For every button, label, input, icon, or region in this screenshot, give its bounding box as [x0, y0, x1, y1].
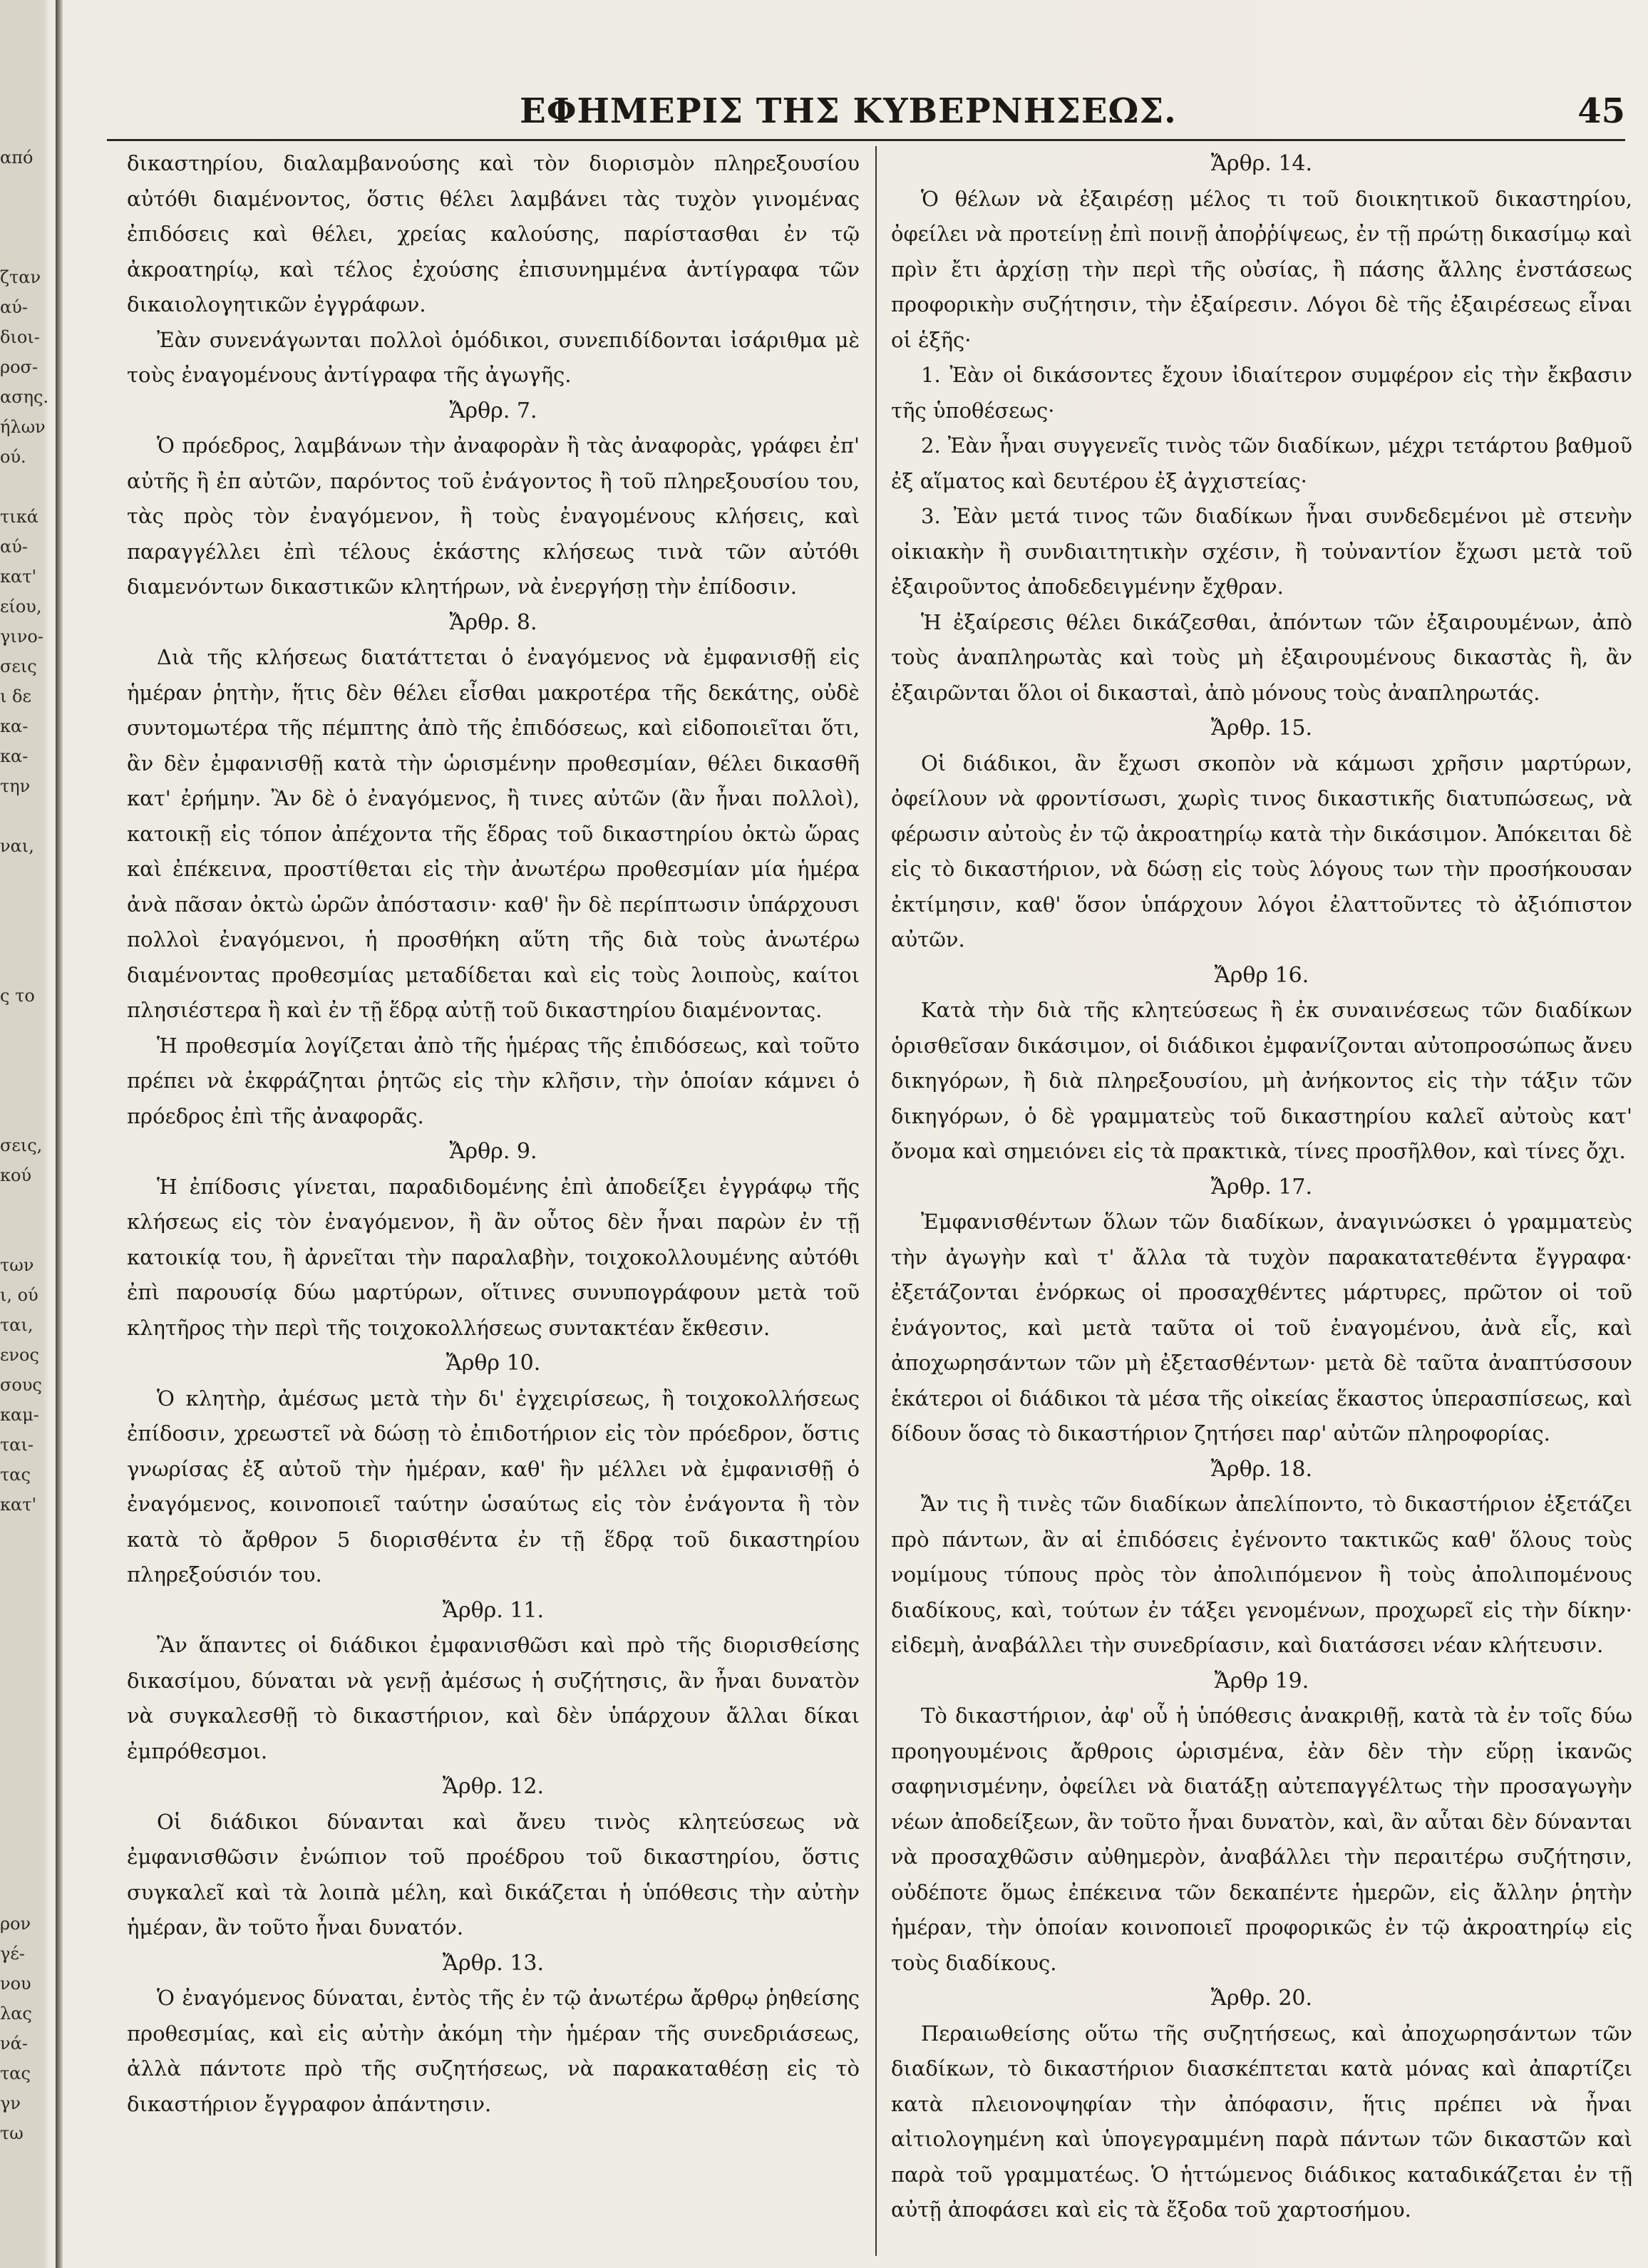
gutter-fragment [0, 202, 51, 232]
gutter-fragment: των [0, 1255, 34, 1275]
paragraph: Περαιωθείσης οὕτω τῆς συζητήσεως, καὶ ἀποχωρησάντων τῶν διαδίκων, τὸ δικαστήριον διασκέπτεται κατὰ μόνας καὶ ἀπαρτίζει κατὰ πλειονοψηφίαν τὴν ἀπόφασιν, ἥτις πρέπει νὰ ἦναι αἰτιολογημένη καὶ ὑπογεγραμμένη παρὰ πάντων τῶν δικαστῶν καὶ παρὰ τοῦ γραμματέως. Ὁ ἡττώμενος διάδικος καταδικάζεται ἐν τῇ αὐτῇ ἀποφάσει καὶ εἰς τὰ ἔξοδα τοῦ χαρτοσήμου. [891, 2021, 1632, 2222]
gutter-fragment: αύ- [0, 297, 28, 317]
header-rule [107, 139, 1625, 141]
gutter-fragment [0, 801, 51, 831]
article-heading: Ἄρθρ. 8. [449, 609, 537, 635]
gutter-fragment [0, 172, 51, 202]
gutter-fragment: ι δε [0, 686, 31, 706]
gutter-fragment [0, 1071, 51, 1101]
gutter-fragment: ι, ού [0, 1285, 38, 1305]
running-title: ΕΦΗΜΕΡΙΣ ΤΗΣ ΚΥΒΕΡΝΗΣΕΩΣ. [520, 91, 1177, 131]
gutter-fragment: από [0, 148, 34, 167]
paragraph: Οἱ διάδικοι δύνανται καὶ ἄνευ τινὸς κλητεύσεως νὰ ἐμφανισθῶσιν ἐνώπιον τοῦ προέδρου τοῦ δικαστηρίου, ὅστις συγκαλεῖ καὶ τὰ λοιπὰ μέλη, καὶ δικάζεται ἡ ὑπόθεσις τὴν αὐτὴν ἡμέραν, ἂν τοῦτο ἦναι δυνατόν. [127, 1809, 860, 1939]
gutter-fragment: νά- [0, 2034, 28, 2053]
gutter-fragment: κα- [0, 746, 29, 766]
gutter-fragment: γέ- [0, 1944, 25, 1964]
gutter-fragment [0, 1669, 51, 1699]
gutter-fragment: λας [0, 2004, 32, 2024]
gutter-fragment: ται, [0, 1315, 34, 1335]
gutter-fragment: διοι- [0, 327, 40, 347]
gutter-fragment: καμ- [0, 1405, 39, 1425]
paragraph: Ἡ προθεσμία λογίζεται ἀπὸ τῆς ἡμέρας τῆς ἐπιδόσεως, καὶ τοῦτο πρέπει νὰ ἐκφράζηται ῥητῶς εἰς τὴν κλῆσιν, τὴν ὁποίαν κάμνει ὁ πρόεδρος ἐπὶ τῆς ἀναφορᾶς. [127, 1033, 860, 1128]
gutter-fragment: αύ- [0, 537, 28, 557]
gutter-fragment: κού [0, 1165, 32, 1185]
gutter-fragment: σους [0, 1375, 42, 1395]
gutter-fragment [0, 1849, 51, 1879]
article-heading: Ἄρθρ 19. [1214, 1668, 1309, 1694]
gutter-fragment [0, 1699, 51, 1729]
gutter-fragment [0, 1729, 51, 1759]
gutter-fragment [0, 861, 51, 891]
page-fold [56, 0, 63, 2268]
right-column [891, 146, 1632, 2228]
gutter-fragment: κατ' [0, 567, 37, 587]
paragraph: Ἐὰν συνενάγωνται πολλοὶ ὁμόδικοι, συνεπιδίδονται ἰσάριθμα μὲ τοὺς ἐναγομένους ἀντίγραφα τῆς ἀγωγῆς. [127, 327, 860, 387]
gutter-fragment [0, 232, 51, 262]
gutter-fragment: τω [0, 2123, 24, 2143]
article-heading: Ἄρθρ 16. [1214, 962, 1309, 988]
gutter-fragment: ζταν [0, 267, 41, 287]
gutter-fragment: ενος [0, 1345, 39, 1365]
gutter-fragment: τικά [0, 507, 38, 527]
gutter-fragment [0, 1011, 51, 1041]
gutter-fragment [0, 1579, 51, 1609]
gutter-fragment: ναι, [0, 836, 34, 856]
gutter-fragment: σεις, [0, 1135, 43, 1155]
paragraph: Ἄν τις ἢ τινὲς τῶν διαδίκων ἀπελίποντο, τὸ δικαστήριον ἐξετάζει πρὸ πάντων, ἂν αἱ ἐπιδόσεις ἐγένοντο τακτικῶς καθ' ὅλους τοὺς νομίμους τύπους πρὸς τὸν ἀπολιπόμενον ἢ τοὺς ἀπολιπομένους διαδίκους, καὶ, τούτων ἐν τάξει γενομένων, προχωρεῖ εἰς τὴν δίκην· εἰδεμὴ, ἀναβάλλει τὴν συνεδρίασιν, καὶ διατάσσει νέαν κλήτευσιν. [891, 1492, 1632, 1657]
left-column [127, 146, 860, 2122]
gutter-fragment [0, 1520, 51, 1550]
paragraph: Κατὰ τὴν διὰ τῆς κλητεύσεως ἢ ἐκ συναινέσεως τῶν διαδίκων ὁρισθεῖσαν δικάσιμον, οἱ διάδικοι ἐμφανίζονται αὐτοπροσώπως ἄνευ δικηγόρων, ἢ διὰ πληρεξουσίου, μὴ ἀνήκοντος εἰς τὴν τάξιν τῶν δικηγόρων, ὁ δὲ γραμματεὺς τοῦ δικαστηρίου καλεῖ αὐτοὺς κατ' ὄνομα καὶ σημειόνει εἰς τὰ πρακτικὰ, τίνες προσῆλθον, καὶ τίνες ὄχι. [891, 998, 1632, 1163]
paragraph: Οἱ διάδικοι, ἂν ἔχωσι σκοπὸν νὰ κάμωσι χρῆσιν μαρτύρων, ὀφείλουν νὰ φροντίσωσι, χωρὶς τινος δικαστικῆς διατυπώσεως, νὰ φέρωσιν αὐτοὺς ἐν τῷ ἀκροατηρίῳ κατὰ τὴν δικάσιμον. Ἀπόκειται δὲ εἰς τὸ δικαστήριον, νὰ δώσῃ εἰς τοὺς λόγους των τὴν προσήκουσαν ἐκτίμησιν, καθ' ὅσον ὑπάρχουν λόγοι ἐλαττοῦντες τὸ ἀξιόπιστον αὐτῶν. [891, 751, 1632, 952]
gutter-fragment [0, 472, 51, 502]
gutter-fragment: είου, [0, 597, 42, 617]
gutter-fragment: νου [0, 1974, 31, 1994]
paragraph: Ὁ πρόεδρος, λαμβάνων τὴν ἀναφορὰν ἢ τὰς ἀναφορὰς, γράφει ἐπ' αὐτῆς ἢ ἐπ αὐτῶν, παρόντος τοῦ ἐνάγοντος ἢ τοῦ πληρεξουσίου του, τὰς πρὸς τὸν ἐναγόμενον, ἢ τοὺς ἐναγομένους κλήσεις, καὶ παραγγέλλει ἐπὶ τέλους ἑκάστης κλήσεως τινὰ τῶν αὐτόθι διαμενόντων δικαστικῶν κλητήρων, νὰ ἐνεργήσῃ τὴν ἐπίδοσιν. [127, 433, 860, 599]
gutter-fragment: γινο- [0, 627, 43, 646]
page-number: 45 [1577, 91, 1625, 131]
gutter-fragment: ασης. [0, 387, 49, 407]
article-heading: Ἄρθρ. 17. [1210, 1174, 1313, 1200]
gutter-fragment: ς το [0, 986, 35, 1006]
column-divider [875, 146, 877, 2256]
gutter-fragment: κατ' [0, 1495, 37, 1515]
gutter-fragment [0, 1789, 51, 1819]
paragraph: Ἡ ἐπίδοσις γίνεται, παραδιδομένης ἐπὶ ἀποδείξει ἐγγράφῳ τῆς κλήσεως εἰς τὸν ἐναγόμενον, ἢ ἂν οὗτος δὲν ἦναι παρὼν ἐν τῇ κατοικίᾳ του, ἢ ἀρνεῖται τὴν παραλαβὴν, τοιχοκολλουμένης αὐτόθι ἐπὶ παρουσίᾳ δύω μαρτύρων, οἵτινες συνυπογράφουν μετὰ τοῦ κλητῆρος τὴν περὶ τῆς τοιχοκολλήσεως συντακτέαν ἔκθεσιν. [127, 1174, 860, 1340]
paragraph: 1. Ἐὰν οἱ δικάσοντες ἔχουν ἰδιαίτερον συμφέρον εἰς τὴν ἔκβασιν τῆς ὑποθέσεως· [891, 363, 1632, 423]
gutter-fragment [0, 1759, 51, 1789]
gutter-fragment [0, 1101, 51, 1130]
gutter-fragment [0, 1609, 51, 1639]
gutter-fragment: την [0, 776, 31, 796]
paragraph: Ἂν ἅπαντες οἱ διάδικοι ἐμφανισθῶσι καὶ πρὸ τῆς διορισθείσης δικασίμου, δύναται νὰ γενῇ ἀμέσως ἡ συζήτησις, ἂν ἦναι δυνατὸν νὰ συγκαλεσθῇ τὸ δικαστήριον, καὶ δὲν ὑπάρχουν ἄλλαι δίκαι ἐμπρόθεσμοι. [127, 1633, 860, 1763]
paragraph: Ὁ ἐναγόμενος δύναται, ἐντὸς τῆς ἐν τῷ ἀνωτέρω ἄρθρῳ ῥηθείσης προθεσμίας, καὶ εἰς αὐτὴν ἀκόμη τὴν ἡμέραν τῆς συνεδριάσεως, ἀλλὰ πάντοτε πρὸ τῆς συζητήσεως, νὰ παρακαταθέσῃ εἰς τὸ δικαστήριον ἔγγραφον ἀπάντησιν. [127, 1986, 860, 2116]
gutter-fragment [0, 1190, 51, 1220]
gutter-fragment: ται- [0, 1435, 34, 1455]
gutter-fragment [0, 1550, 51, 1579]
gutter-fragment [0, 1041, 51, 1071]
gutter-fragment [0, 1639, 51, 1669]
gutter-fragment [0, 891, 51, 921]
paragraph: Ὁ θέλων νὰ ἐξαιρέσῃ μέλος τι τοῦ διοικητικοῦ δικαστηρίου, ὀφείλει νὰ προτείνῃ ἐπὶ ποινῇ ἀποῤῥίψεως, ἐν τῇ πρώτῃ δικασίμῳ καὶ πρὶν ἔτι ἀρχίσῃ τὴν περὶ τῆς οὐσίας, ἢ πάσης ἄλλης ἐνστάσεως προφορικὴν συζήτησιν, τὴν ἐξαίρεσιν. Λόγοι δὲ τῆς ἐξαιρέσεως εἶναι οἱ ἑξῆς· [891, 186, 1632, 352]
article-heading: Ἄρθρ. 20. [1210, 1986, 1313, 2011]
page-header [71, 91, 1625, 134]
gutter-fragment: τας [0, 1465, 31, 1485]
paragraph: Ὁ κλητὴρ, ἀμέσως μετὰ τὴν δι' ἐγχειρίσεως, ἢ τοιχοκολλήσεως ἐπίδοσιν, χρεωστεῖ νὰ δώσῃ τὸ ἐπιδοτήριον εἰς τὸν πρόεδρον, ὅστις γνωρίσας ἐξ αὐτοῦ τὴν ἡμέραν, καθ' ἣν μέλλει νὰ ἐμφανισθῇ ὁ ἐναγόμενος, κοινοποιεῖ ταύτην ὡσαύτως εἰς τὸν ἐνάγοντα ἢ τὸν κατὰ τὸ ἄρθρον 5 διορισθέντα ἐν τῇ ἕδρᾳ τοῦ δικαστηρίου πληρεξούσιόν του. [127, 1386, 860, 1587]
article-heading: Ἄρθρ. 9. [449, 1139, 537, 1164]
paragraph: Τὸ δικαστήριον, ἀφ' οὗ ἡ ὑπόθεσις ἀνακριθῇ, κατὰ τὰ ἐν τοῖς δύω προηγουμένοις ἄρθροις ὡρισμένα, ἐὰν δὲν τὴν εὕρῃ ἱκανῶς σαφηνισμένην, ὀφείλει νὰ διατάξῃ αὐτεπαγγέλτως τὴν προσαγωγὴν νέων ἀποδείξεων, ἂν τοῦτο ἦναι δυνατὸν, καὶ, ἂν αὗται δὲν δύνανται νὰ προσαχθῶσιν αὐθημερὸν, ἀναβάλλει τὴν περαιτέρω συζήτησιν, οὐδέποτε ὅμως ἐπέκεινα τῶν δεκαπέντε ἡμερῶν, εἰς ἄλλην ῥητὴν ἡμέραν, τὴν ὁποίαν κοινοποιεῖ προφορικῶς ἐν τῷ ἀκροατηρίῳ εἰς τοὺς διαδίκους. [891, 1703, 1632, 1975]
gutter-fragment [0, 951, 51, 981]
article-heading: Ἄρθρ. 15. [1210, 716, 1313, 741]
gutter-fragment: γν [0, 2093, 21, 2113]
gutter-fragment: κα- [0, 716, 29, 736]
paragraph: 3. Ἐὰν μετά τινος τῶν διαδίκων ἦναι συνδεδεμένοι μὲ στενὴν οἰκιακὴν ἢ συνδιαιτητικὴν σχέσιν, ἢ τοὐναντίον ἔχωσι μετὰ τοῦ ἐξαιροῦντος ἀποδεδειγμένην ἔχθραν. [891, 504, 1632, 599]
gutter-fragment: τας [0, 2063, 31, 2083]
gutter-fragment [0, 1220, 51, 1250]
article-heading: Ἄρθρ. 13. [442, 1950, 545, 1976]
paragraph: 2. Ἐὰν ἦναι συγγενεῖς τινὸς τῶν διαδίκων, μέχρι τετάρτου βαθμοῦ ἐξ αἵματος καὶ δευτέρου ἐξ ἀγχιστείας· [891, 433, 1632, 493]
paragraph: δικαστηρίου, διαλαμβανούσης καὶ τὸν διορισμὸν πληρεξουσίου αὐτόθι διαμένοντος, ὅστις θέλει λαμβάνει τὰς τυχὸν γινομένας ἐπιδόσεις καὶ θέλει, χρείας καλούσης, παρίστασθαι ἐν τῷ ἀκροατηρίῳ, καὶ τέλος ἐχούσης ἐπισυνημμένα ἀντίγραφα τῶν δικαιολογητικῶν ἐγγράφων. [127, 151, 860, 316]
gutter-fragment: ρον [0, 1914, 31, 1934]
paragraph: Ἐμφανισθέντων ὅλων τῶν διαδίκων, ἀναγινώσκει ὁ γραμματεὺς τὴν ἀγωγὴν καὶ τ' ἄλλα τὰ τυχὸν παρακατατεθέντα ἔγγραφα· ἐξετάζονται ἐνόρκως οἱ προσαχθέντες μάρτυρες, πρῶτον οἱ τοῦ ἐνάγοντος, καὶ μετὰ ταῦτα οἱ τοῦ ἐναγομένου, ἀνὰ εἷς, καὶ ἀποχωρησάντων τῶν μὴ ἐξετασθέντων· μετὰ δὲ ταῦτα ἀναπτύσσουν ἑκάτεροι οἱ διάδικοι τὰ μέσα τῆς οἰκείας ἕκαστος ὑπερασπίσεως, καὶ δίδουν ὅσας τὸ δικαστήριον ζητήσει παρ' αὐτῶν πληροφορίας. [891, 1210, 1632, 1445]
article-heading: Ἄρθρ. 12. [442, 1774, 545, 1799]
article-heading: Ἄρθρ 10. [446, 1351, 541, 1376]
gutter-fragment: ού. [0, 447, 26, 467]
gutter-fragment: ροσ- [0, 357, 38, 377]
gutter-fragment: σεις [0, 656, 37, 676]
article-heading: Ἄρθρ. 18. [1210, 1456, 1313, 1482]
gutter-fragment [0, 1879, 51, 1909]
article-heading: Ἄρθρ. 11. [442, 1597, 545, 1623]
gutter-fragment [0, 921, 51, 951]
previous-page-fragment [0, 143, 51, 2210]
gutter-fragment: ήλων [0, 417, 46, 437]
paragraph: Διὰ τῆς κλήσεως διατάττεται ὁ ἐναγόμενος νὰ ἐμφανισθῇ εἰς ἡμέραν ῥητὴν, ἥτις δὲν θέλει εἶσθαι μακροτέρα τῆς δεκάτης, οὐδὲ συντομωτέρα τῆς πέμπτης ἀπὸ τῆς ἐπιδόσεως, καὶ εἰδοποιεῖται ὅτι, ἂν δὲν ἐμφανισθῇ κατὰ τὴν ὡρισμένην προθεσμίαν, θέλει δικασθῆ κατ' ἐρήμην. Ἂν δὲ ὁ ἐναγόμενος, ἢ τινες αὐτῶν (ἂν ἦναι πολλοὶ), κατοικῇ εἰς τόπον ἀπέχοντα τῆς ἕδρας τοῦ δικαστηρίου ὀκτὼ ὥρας καὶ ἐπέκεινα, προστίθεται εἰς τὴν ἀνωτέρω προθεσμίαν μία ἡμέρα ἀνὰ πᾶσαν ὀκτὼ ὡρῶν ἀπόστασιν· καθ' ἣν δὲ περίπτωσιν ὑπάρχουσι πολλοὶ ἐναγόμενοι, ἡ προσθήκη αὕτη τῆς διὰ τοὺς ἀνωτέρω διαμένοντας προθεσμίας μεταδίδεται καὶ εἰς τοὺς λοιποὺς, καίτοι πλησιέστερα ἢ καὶ ἐν τῇ ἕδρᾳ αὐτῇ τοῦ δικαστηρίου διαμένοντας. [127, 645, 860, 1022]
article-heading: Ἄρθρ. 14. [1210, 151, 1313, 176]
paragraph: Ἡ ἐξαίρεσις θέλει δικάζεσθαι, ἀπόντων τῶν ἐξαιρουμένων, ἀπὸ τοὺς ἀναπληρωτὰς καὶ τοὺς μὴ ἐξαιρουμένους δικαστὰς ἢ, ἂν ἐξαιρῶνται ὅλοι οἱ δικασταὶ, ἀπὸ μόνους τοὺς ἀναπληρωτάς. [891, 609, 1632, 705]
gutter-fragment [0, 1819, 51, 1849]
article-heading: Ἄρθρ. 7. [449, 398, 537, 423]
